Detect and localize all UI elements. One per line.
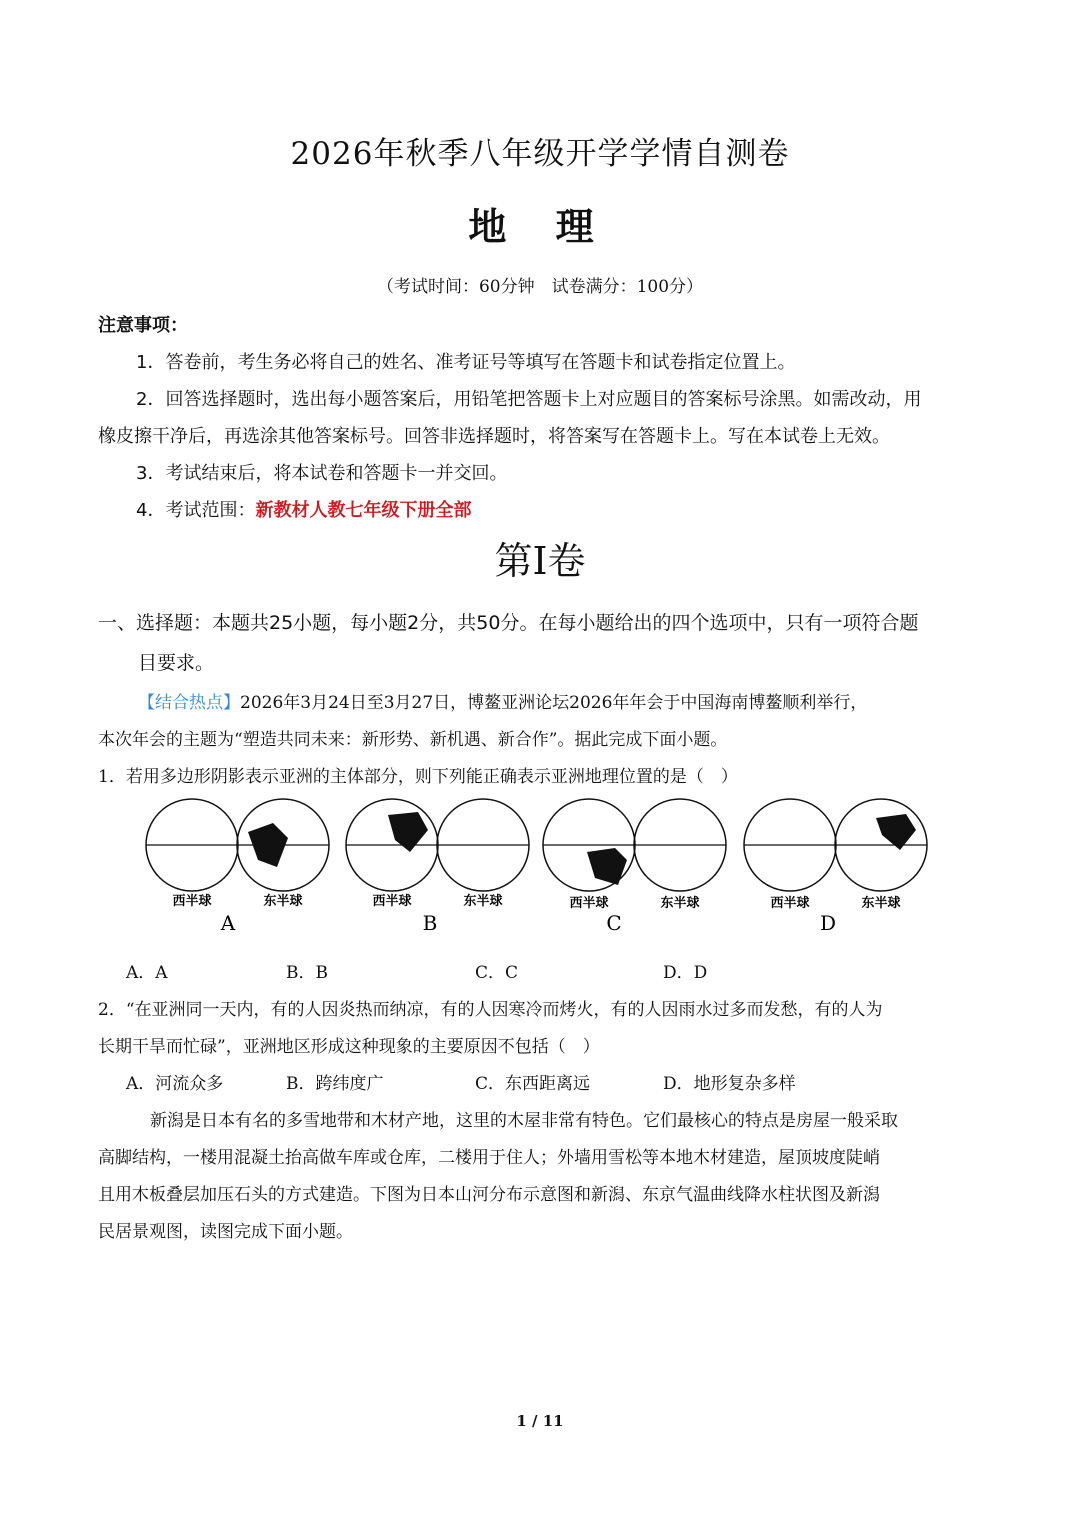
figure-label-a: A [220, 911, 236, 935]
question-1-stem: 1．若用多边形阴影表示亚洲的主体部分，则下列能正确表示亚洲地理位置的是（ ） [98, 767, 738, 787]
question-2-option-d[interactable]: D．地形复杂多样 [663, 1074, 796, 1094]
figure-a [146, 799, 329, 935]
question-1-option-d[interactable]: D．D [663, 963, 708, 983]
figure-b [346, 799, 529, 935]
volume-title: 第I卷 [494, 539, 586, 583]
east-label: 东半球 [660, 896, 700, 911]
figure-c [543, 799, 726, 935]
figure-label-b: B [422, 911, 438, 935]
question-2-stem-line-2: 长期干旱而忙碌”，亚洲地区形成这种现象的主要原因不包括（ ） [98, 1037, 600, 1057]
exam-meta: （考试时间：60分钟 试卷满分：100分） [376, 277, 704, 297]
notice-heading: 注意事项： [98, 315, 188, 336]
section-heading-line-1: 一、选择题：本题共25小题，每小题2分，共50分。在每小题给出的四个选项中，只有一项符合题 [98, 612, 919, 634]
hot-topic-line-1 [138, 688, 867, 713]
question-1-option-c[interactable]: C．C [475, 963, 519, 983]
question-2-option-a[interactable]: A．河流众多 [126, 1074, 224, 1094]
passage-line-3: 且用木板叠层加压石头的方式建造。下图为日本山河分布示意图和新潟、东京气温曲线降水柱状图及新潟 [98, 1185, 880, 1205]
passage-line-1: 新潟是日本有名的多雪地带和木材产地，这里的木屋非常有特色。它们最核心的特点是房屋一般采取 [150, 1111, 898, 1131]
question-2-option-b[interactable]: B．跨纬度广 [286, 1074, 384, 1094]
question-2-stem-line-1: 2．“在亚洲同一天内，有的人因炎热而纳凉，有的人因寒冷而烤火，有的人因雨水过多而发愁，有的人为 [98, 1000, 883, 1020]
east-label: 东半球 [861, 896, 901, 911]
section-heading-line-2: 目要求。 [138, 652, 215, 674]
notice-item-2-line-1: 2．回答选择题时，选出每小题答案后，用铅笔把答题卡上对应题目的答案标号涂黑。如需改动，用 [136, 389, 922, 410]
question-1-option-b[interactable]: B．B [286, 963, 328, 983]
west-label: 西半球 [372, 894, 412, 909]
notice-item-2-line-2: 橡皮擦干净后，再选涂其他答案标号。回答非选择题时，将答案写在答题卡上。写在本试卷上无效。 [98, 426, 890, 447]
exam-scope: 新教材人教七年级下册全部 [255, 500, 472, 521]
east-label: 东半球 [263, 894, 303, 909]
page-number: 1 / 11 [516, 1412, 564, 1430]
hemisphere-diagram [130, 790, 950, 940]
notice-item-4-label: 4．考试范围： [136, 500, 256, 521]
passage-line-4: 民居景观图，读图完成下面小题。 [98, 1222, 353, 1242]
west-label: 西半球 [770, 896, 810, 911]
figure-label-c: C [606, 911, 622, 935]
asia-shape [248, 823, 288, 867]
figure-d [744, 799, 927, 935]
subject-title: 地 理 [468, 204, 612, 249]
exam-title: 2026年秋季八年级开学学情自测卷 [290, 136, 790, 172]
west-label: 西半球 [569, 896, 609, 911]
figure-label-d: D [819, 911, 837, 935]
notice-item-4 [136, 496, 471, 522]
west-label: 西半球 [172, 894, 212, 909]
hot-topic-line-2: 本次年会的主题为“塑造共同未来：新形势、新机遇、新合作”。据此完成下面小题。 [98, 730, 728, 750]
asia-shape [388, 812, 428, 852]
question-1-option-a[interactable]: A．A [126, 963, 168, 983]
hot-topic-tag: 【结合热点】 [138, 693, 240, 713]
east-label: 东半球 [463, 894, 503, 909]
asia-shape [587, 848, 627, 885]
notice-item-1: 1．答卷前，考生务必将自己的姓名、准考证号等填写在答题卡和试卷指定位置上。 [136, 352, 796, 373]
question-2-option-c[interactable]: C．东西距离远 [475, 1074, 591, 1094]
hot-topic-text: 2026年3月24日至3月27日，博鳌亚洲论坛2026年年会于中国海南博鳌顺利举行， [240, 693, 868, 713]
notice-item-3: 3．考试结束后，将本试卷和答题卡一并交回。 [136, 463, 508, 484]
passage-line-2: 高脚结构，一楼用混凝土抬高做车库或仓库，二楼用于住人；外墙用雪松等本地木材建造，屋顶坡度陡峭 [98, 1148, 880, 1168]
